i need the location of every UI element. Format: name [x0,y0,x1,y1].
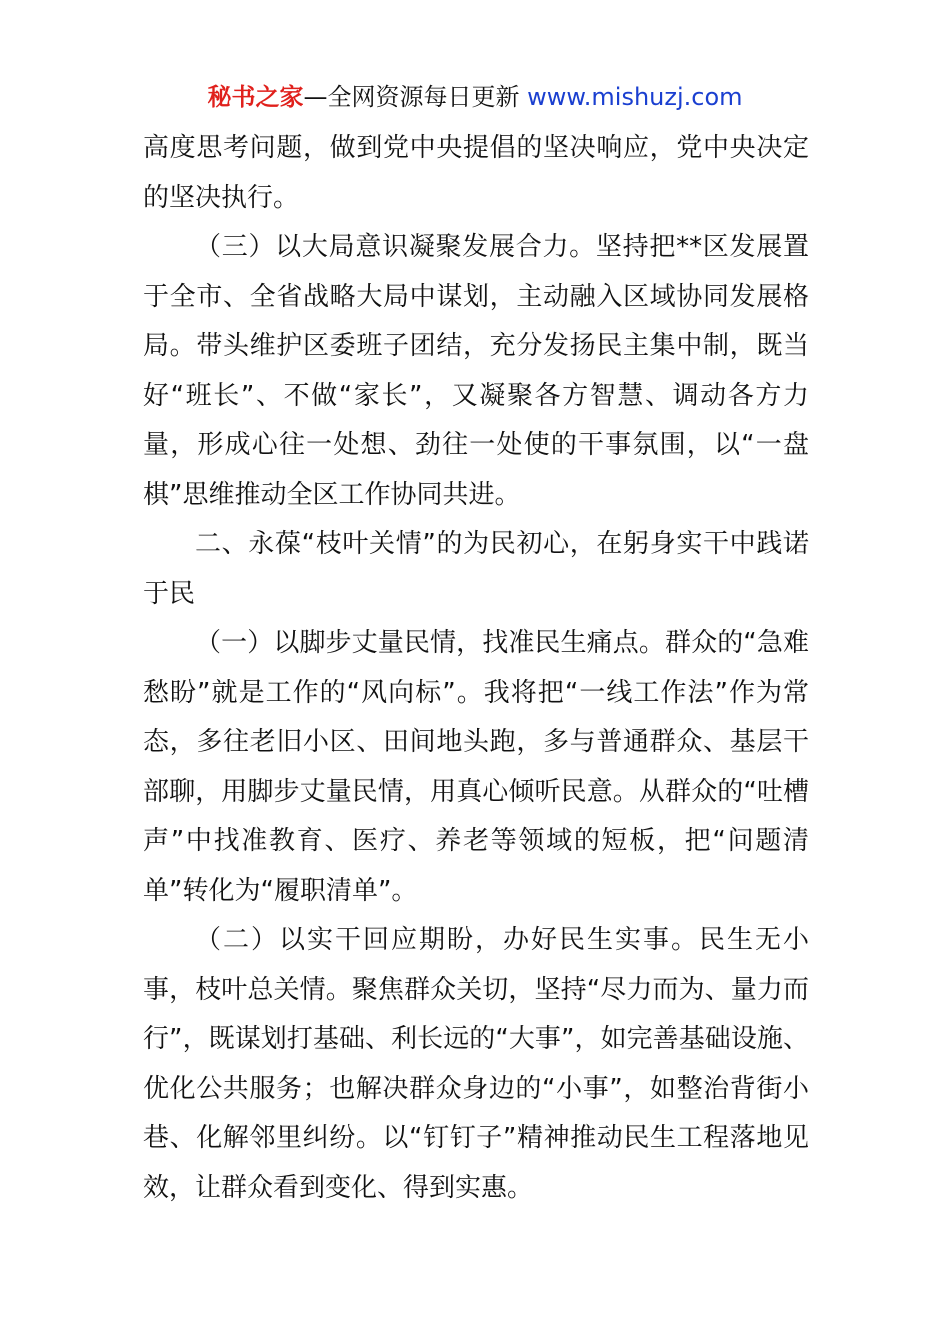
header-tagline: —全网资源每日更新 [303,83,520,111]
paragraph-subsection-2: （二）以实干回应期盼，办好民生实事。民生无小事，枝叶总关情。聚焦群众关切，坚持“尽力而为、量力而行”，既谋划打基础、利长远的“大事”，如完善基础设施、优化公共服务；也解决群众身边的“小事”，如整治背街小巷、化解邻里纠纷。以“钉钉子”精神推动民生工程落地见效，让群众看到变化、得到实惠。 [143,925,809,1203]
paragraph-section-3: （三）以大局意识凝聚发展合力。坚持把**区发展置于全市、全省战略大局中谋划，主动融入区域协同发展格局。带头维护区委班子团结，充分发扬民主集中制，既当好“班长”、不做“家长”，又凝聚各方智慧、调动各方力量，形成心往一处想、劲往一处使的干事氛围，以“一盘棋”思维推动全区工作协同共进。 [143,232,809,510]
brand-name: 秘书之家 [207,83,304,111]
section-heading-2: 二、永葆“枝叶关情”的为民初心，在躬身实干中践诺于民 [143,529,809,609]
site-url-link[interactable]: www.mishuzj.com [527,83,743,111]
site-header [0,80,950,114]
paragraph-subsection-1: （一）以脚步丈量民情，找准民生痛点。群众的“急难愁盼”就是工作的“风向标”。我将把“一线工作法”作为常态，多往老旧小区、田间地头跑，多与普通群众、基层干部聊，用脚步丈量民情，用真心倾听民意。从群众的“吐槽声”中找准教育、医疗、养老等领域的短板，把“问题清单”转化为“履职清单”。 [143,628,809,906]
paragraph-continuation: 高度思考问题，做到党中央提倡的坚决响应，党中央决定的坚决执行。 [143,133,809,213]
document-body [143,124,809,1213]
